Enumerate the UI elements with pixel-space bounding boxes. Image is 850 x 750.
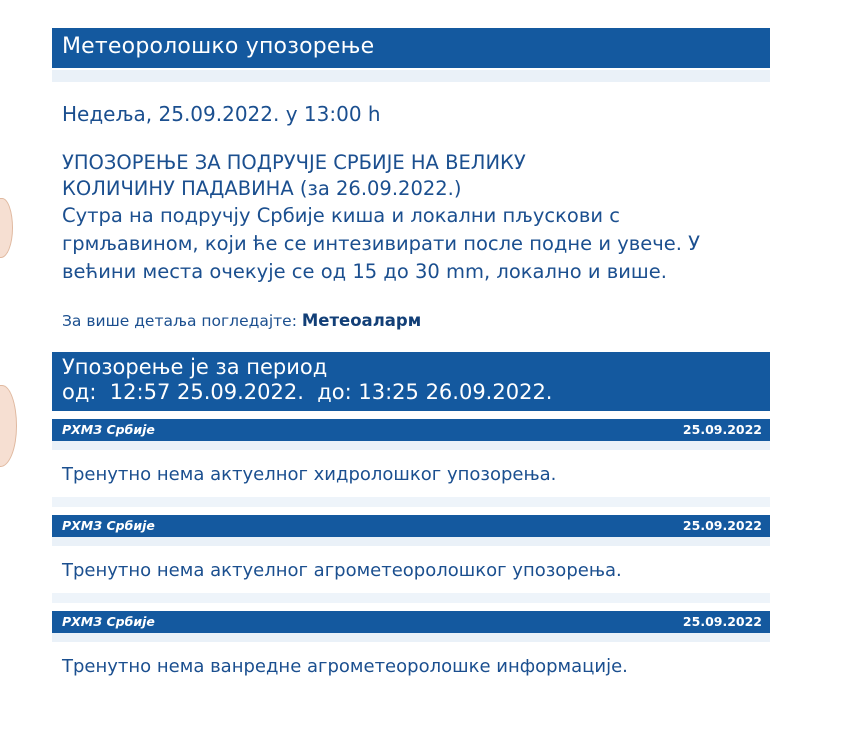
period-banner	[52, 352, 770, 410]
meteoalarm-link[interactable]: Метеоаларм	[301, 311, 422, 331]
section-header	[52, 611, 770, 633]
section-text: Тренутно нема ванредне агрометеоролошке информације.	[62, 655, 628, 677]
section-text: Тренутно нема актуелног агрометеоролошког упозорења.	[62, 559, 622, 581]
map-region-decoration-icon	[0, 198, 13, 258]
more-details-prefix: За више детаља погледајте:	[62, 312, 297, 331]
warning-title	[52, 150, 702, 203]
hydrological-section	[52, 419, 770, 507]
section-date: 25.09.2022	[682, 421, 762, 437]
section-stripe	[52, 441, 770, 450]
header-stripe	[52, 70, 770, 82]
section-source: РХМЗ Србије	[62, 613, 155, 629]
section-source: РХМЗ Србије	[62, 421, 155, 437]
section-date: 25.09.2022	[682, 517, 762, 533]
page-title: Метеоролошко упозорење	[52, 28, 770, 68]
period-range: од: 12:57 25.09.2022. до: 13:25 26.09.2022.	[62, 380, 553, 405]
warning-title-line-2: КОЛИЧИНУ ПАДАВИНА (за 26.09.2022.)	[62, 176, 462, 200]
section-text: Тренутно нема актуелног хидролошког упозорења.	[62, 463, 557, 485]
section-source: РХМЗ Србије	[62, 517, 155, 533]
section-date: 25.09.2022	[682, 613, 762, 629]
section-stripe	[52, 537, 770, 546]
section-header	[52, 515, 770, 537]
warning-title-line-1: УПОЗОРЕЊЕ ЗА ПОДРУЧЈЕ СРБИЈЕ НА ВЕЛИКУ	[62, 150, 526, 174]
issue-datetime: Недеља, 25.09.2022. у 13:00 h	[62, 101, 381, 126]
warning-document	[52, 28, 770, 689]
section-header	[52, 419, 770, 441]
period-title: Упозорење је за период	[62, 355, 328, 380]
agrometeorological-info-section	[52, 611, 770, 689]
warning-body: Сутра на подручју Србије киша и локални пљускови с грмљавином, који ће се интезивирати после подне и увече. У већини места очекује се од 15 до 30 mm, локално и више.	[62, 204, 701, 283]
agrometeorological-warning-section	[52, 515, 770, 603]
map-region-decoration-icon	[0, 385, 17, 467]
section-bottom-stripe	[52, 593, 770, 603]
more-details-line	[52, 311, 770, 330]
section-stripe	[52, 633, 770, 642]
section-bottom-stripe	[52, 497, 770, 507]
